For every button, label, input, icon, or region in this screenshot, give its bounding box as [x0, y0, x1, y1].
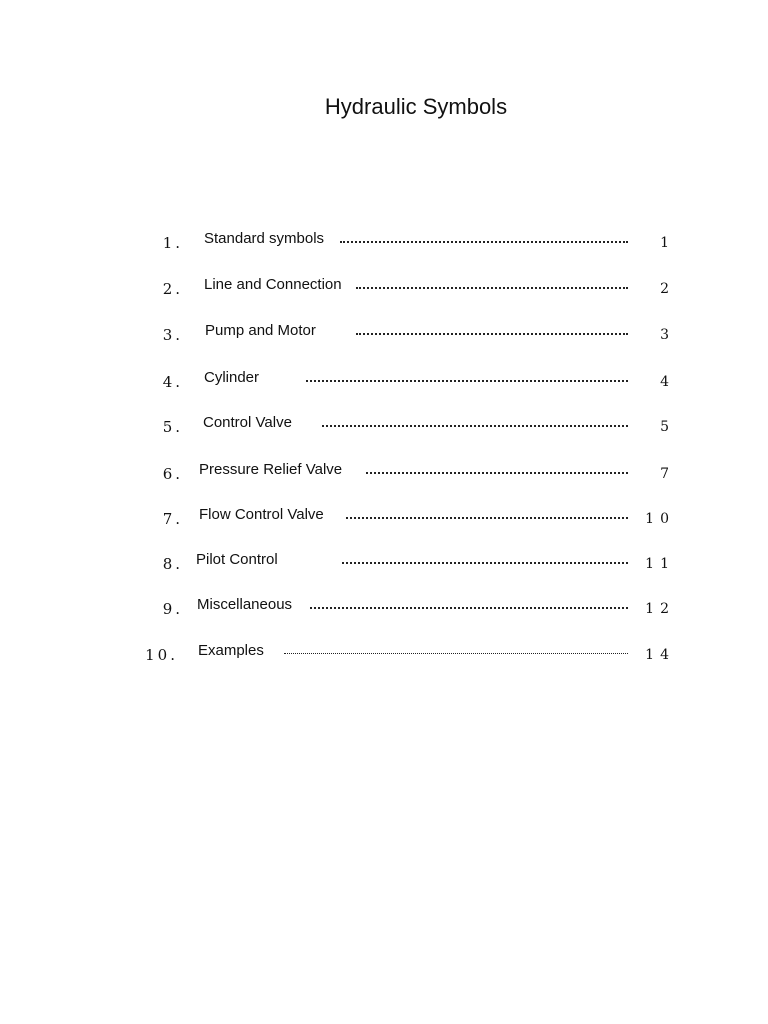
toc-leader — [322, 425, 628, 427]
toc-number: 9. — [162, 600, 183, 618]
toc-title: Examples — [198, 642, 264, 659]
toc-leader — [310, 607, 628, 609]
toc-leader — [306, 380, 628, 382]
toc-entry — [0, 597, 768, 627]
toc-number: 5. — [162, 418, 183, 436]
toc-entry — [0, 277, 768, 307]
toc-number: 10. — [145, 646, 178, 664]
toc-title: Miscellaneous — [197, 596, 293, 613]
toc-page-number: 14 — [645, 647, 675, 663]
toc-entry — [0, 462, 768, 492]
toc-leader — [284, 653, 628, 654]
toc-leader — [346, 517, 628, 519]
toc-title: Line and Connection — [204, 276, 342, 293]
toc-entry — [0, 415, 768, 445]
toc-page-number: 3 — [660, 327, 675, 343]
toc-title: Cylinder — [204, 369, 260, 386]
toc-entry — [0, 231, 768, 261]
toc-entry — [0, 507, 768, 537]
toc-title: Pilot Control — [196, 551, 278, 568]
toc-entry — [0, 552, 768, 582]
toc-leader — [342, 562, 628, 564]
toc-leader — [356, 333, 628, 335]
toc-entry — [0, 643, 768, 673]
toc-number: 2. — [162, 280, 183, 298]
toc-page-number: 2 — [660, 281, 675, 297]
toc-leader — [356, 287, 628, 289]
toc-title: Pump and Motor — [205, 322, 316, 339]
toc-number: 3. — [162, 326, 183, 344]
toc-entry — [0, 323, 768, 353]
toc-title: Control Valve — [203, 414, 292, 431]
toc-title: Standard symbols — [204, 230, 325, 247]
toc-entry — [0, 370, 768, 400]
toc-number: 1. — [162, 234, 183, 252]
toc-leader — [340, 241, 628, 243]
toc-number: 8. — [162, 555, 183, 573]
toc-title: Pressure Relief Valve — [199, 461, 343, 478]
toc-page-number: 1 — [660, 235, 675, 251]
toc-title: Flow Control Valve — [199, 506, 324, 523]
toc-number: 4. — [162, 373, 183, 391]
page-title: Hydraulic Symbols — [324, 94, 508, 119]
toc-number: 6. — [162, 465, 183, 483]
toc-page-number: 5 — [660, 419, 675, 435]
toc-leader — [366, 472, 628, 474]
toc-page-number: 11 — [645, 556, 675, 572]
toc-number: 7. — [162, 510, 183, 528]
toc-page-number: 12 — [645, 601, 675, 617]
toc-page-number: 4 — [660, 374, 675, 390]
toc-page-number: 10 — [645, 511, 675, 527]
toc-page-number: 7 — [660, 466, 675, 482]
